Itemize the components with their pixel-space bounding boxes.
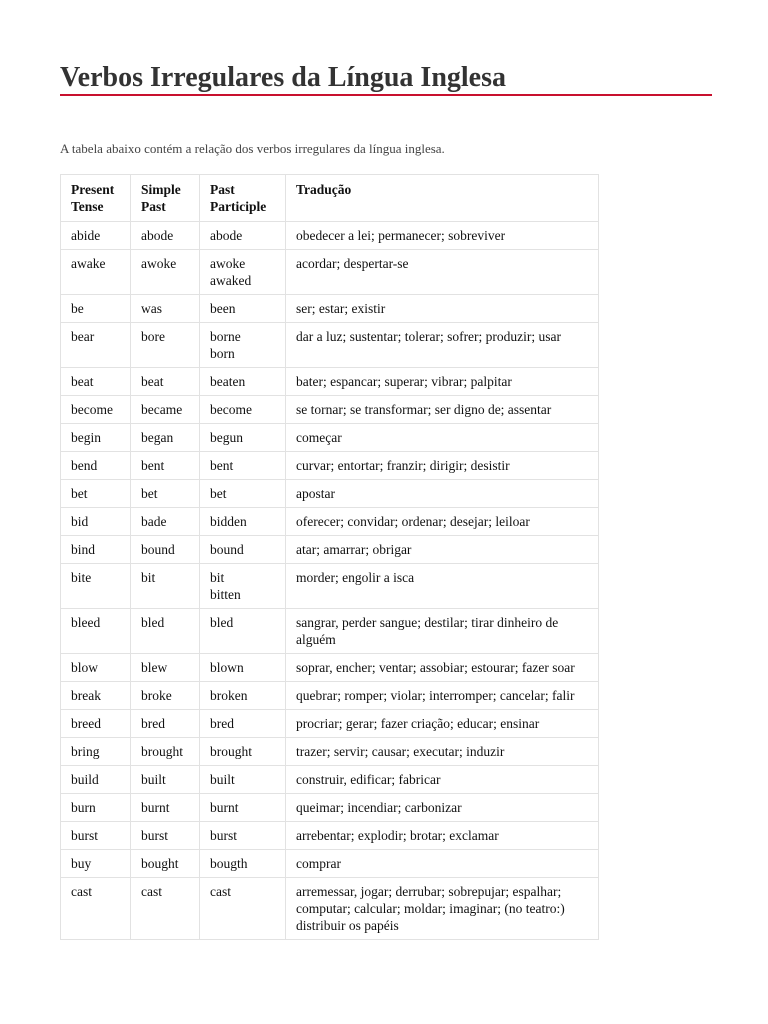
table-row: [61, 682, 599, 710]
simple-past-cell: brought: [131, 738, 200, 766]
simple-past-cell: awoke: [131, 250, 200, 295]
past-participle-cell: been: [200, 295, 286, 323]
present-tense-cell: build: [61, 766, 131, 794]
table-body: [61, 222, 599, 940]
present-tense-cell: awake: [61, 250, 131, 295]
present-tense-cell: bear: [61, 323, 131, 368]
simple-past-cell: cast: [131, 878, 200, 940]
traducao-cell: trazer; servir; causar; executar; induzir: [286, 738, 599, 766]
table-header-row: [61, 175, 599, 222]
simple-past-cell: burst: [131, 822, 200, 850]
simple-past-cell: bought: [131, 850, 200, 878]
traducao-cell: ser; estar; existir: [286, 295, 599, 323]
simple-past-cell: blew: [131, 654, 200, 682]
past-participle-cell: borne born: [200, 323, 286, 368]
simple-past-cell: beat: [131, 368, 200, 396]
present-tense-cell: bite: [61, 564, 131, 609]
traducao-cell: começar: [286, 424, 599, 452]
traducao-cell: obedecer a lei; permanecer; sobreviver: [286, 222, 599, 250]
simple-past-cell: abode: [131, 222, 200, 250]
table-row: [61, 250, 599, 295]
simple-past-cell: bore: [131, 323, 200, 368]
past-participle-cell: brought: [200, 738, 286, 766]
header-simple-past: Simple Past: [131, 175, 200, 222]
table-row: [61, 822, 599, 850]
traducao-cell: apostar: [286, 480, 599, 508]
intro-paragraph: A tabela abaixo contém a relação dos verbos irregulares da língua inglesa.: [60, 141, 445, 156]
past-participle-cell: burnt: [200, 794, 286, 822]
simple-past-cell: bled: [131, 609, 200, 654]
traducao-cell: se tornar; se transformar; ser digno de; assentar: [286, 396, 599, 424]
present-tense-cell: begin: [61, 424, 131, 452]
table-row: [61, 368, 599, 396]
past-participle-cell: burst: [200, 822, 286, 850]
table-row: [61, 564, 599, 609]
present-tense-cell: burst: [61, 822, 131, 850]
traducao-cell: soprar, encher; ventar; assobiar; estourar; fazer soar: [286, 654, 599, 682]
simple-past-cell: bet: [131, 480, 200, 508]
traducao-cell: dar a luz; sustentar; tolerar; sofrer; produzir; usar: [286, 323, 599, 368]
past-participle-cell: bound: [200, 536, 286, 564]
present-tense-cell: break: [61, 682, 131, 710]
table-row: [61, 878, 599, 940]
past-participle-cell: bled: [200, 609, 286, 654]
present-tense-cell: bleed: [61, 609, 131, 654]
table-row: [61, 222, 599, 250]
past-participle-cell: awoke awaked: [200, 250, 286, 295]
page-title: Verbos Irregulares da Língua Inglesa: [60, 62, 506, 93]
header-traducao: Tradução: [286, 175, 599, 222]
traducao-cell: oferecer; convidar; ordenar; desejar; leiloar: [286, 508, 599, 536]
traducao-cell: curvar; entortar; franzir; dirigir; desistir: [286, 452, 599, 480]
present-tense-cell: become: [61, 396, 131, 424]
traducao-cell: morder; engolir a isca: [286, 564, 599, 609]
present-tense-cell: beat: [61, 368, 131, 396]
traducao-cell: procriar; gerar; fazer criação; educar; ensinar: [286, 710, 599, 738]
table-row: [61, 609, 599, 654]
table-row: [61, 654, 599, 682]
present-tense-cell: bend: [61, 452, 131, 480]
table-row: [61, 508, 599, 536]
present-tense-cell: cast: [61, 878, 131, 940]
past-participle-cell: abode: [200, 222, 286, 250]
present-tense-cell: bind: [61, 536, 131, 564]
table-row: [61, 710, 599, 738]
simple-past-cell: became: [131, 396, 200, 424]
simple-past-cell: began: [131, 424, 200, 452]
simple-past-cell: burnt: [131, 794, 200, 822]
past-participle-cell: beaten: [200, 368, 286, 396]
table-row: [61, 452, 599, 480]
traducao-cell: acordar; despertar-se: [286, 250, 599, 295]
simple-past-cell: bade: [131, 508, 200, 536]
traducao-cell: bater; espancar; superar; vibrar; palpitar: [286, 368, 599, 396]
simple-past-cell: bent: [131, 452, 200, 480]
table-row: [61, 480, 599, 508]
table-row: [61, 424, 599, 452]
traducao-cell: quebrar; romper; violar; interromper; cancelar; falir: [286, 682, 599, 710]
past-participle-cell: cast: [200, 878, 286, 940]
present-tense-cell: bet: [61, 480, 131, 508]
traducao-cell: queimar; incendiar; carbonizar: [286, 794, 599, 822]
traducao-cell: sangrar, perder sangue; destilar; tirar dinheiro de alguém: [286, 609, 599, 654]
simple-past-cell: bit: [131, 564, 200, 609]
past-participle-cell: bit bitten: [200, 564, 286, 609]
past-participle-cell: bent: [200, 452, 286, 480]
irregular-verbs-table: [60, 174, 599, 940]
present-tense-cell: breed: [61, 710, 131, 738]
table-row: [61, 766, 599, 794]
present-tense-cell: abide: [61, 222, 131, 250]
table-row: [61, 295, 599, 323]
present-tense-cell: bid: [61, 508, 131, 536]
table-row: [61, 396, 599, 424]
past-participle-cell: bred: [200, 710, 286, 738]
table-row: [61, 794, 599, 822]
present-tense-cell: be: [61, 295, 131, 323]
table-row: [61, 738, 599, 766]
table-row: [61, 536, 599, 564]
past-participle-cell: begun: [200, 424, 286, 452]
present-tense-cell: buy: [61, 850, 131, 878]
simple-past-cell: was: [131, 295, 200, 323]
present-tense-cell: burn: [61, 794, 131, 822]
traducao-cell: atar; amarrar; obrigar: [286, 536, 599, 564]
traducao-cell: construir, edificar; fabricar: [286, 766, 599, 794]
past-participle-cell: built: [200, 766, 286, 794]
past-participle-cell: broken: [200, 682, 286, 710]
title-divider: [60, 94, 712, 96]
past-participle-cell: bet: [200, 480, 286, 508]
traducao-cell: arrebentar; explodir; brotar; exclamar: [286, 822, 599, 850]
header-present-tense: Present Tense: [61, 175, 131, 222]
past-participle-cell: become: [200, 396, 286, 424]
traducao-cell: arremessar, jogar; derrubar; sobrepujar; espalhar; computar; calcular; moldar; imaginar; (no teatro:) distribuir os papéis: [286, 878, 599, 940]
simple-past-cell: bred: [131, 710, 200, 738]
past-participle-cell: bidden: [200, 508, 286, 536]
present-tense-cell: blow: [61, 654, 131, 682]
simple-past-cell: broke: [131, 682, 200, 710]
table-row: [61, 850, 599, 878]
traducao-cell: comprar: [286, 850, 599, 878]
past-participle-cell: bougth: [200, 850, 286, 878]
present-tense-cell: bring: [61, 738, 131, 766]
simple-past-cell: built: [131, 766, 200, 794]
table-row: [61, 323, 599, 368]
simple-past-cell: bound: [131, 536, 200, 564]
past-participle-cell: blown: [200, 654, 286, 682]
header-past-participle: Past Participle: [200, 175, 286, 222]
